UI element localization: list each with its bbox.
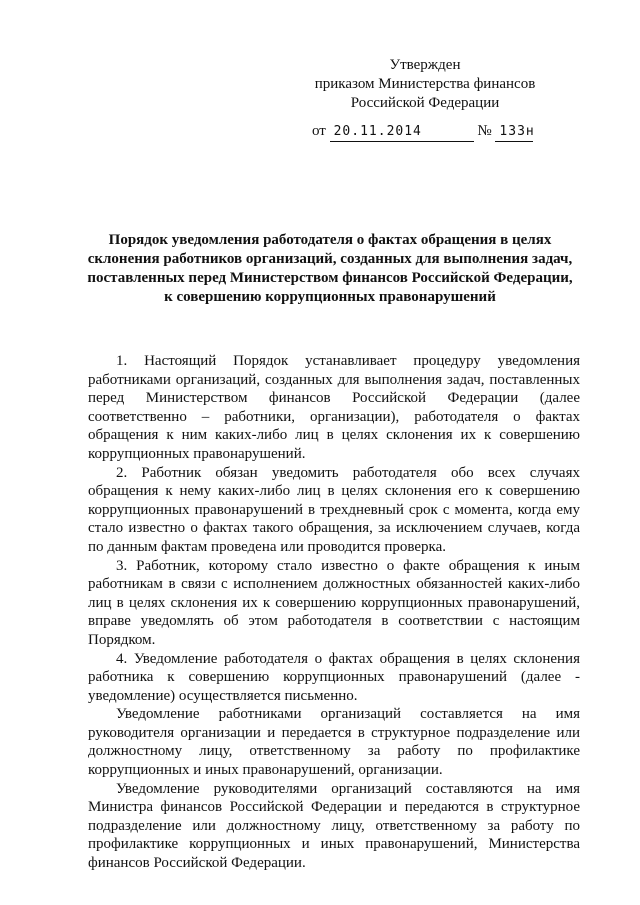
document-title (80, 231, 580, 307)
document-body (88, 348, 580, 873)
paragraph-2: 2. Работник обязан уведомить работодателя обо всех случаях обращения к нему каких-либо лиц в целях склонения его к совершению коррупционных правонарушений в трехдневный срок с момента, когда ему стало известно о фактах такого обращения, за исключением случаев, когда по данным фактам проведена или проводится проверка. (88, 464, 580, 555)
approval-line-order: приказом Министерства финансов (314, 76, 536, 92)
paragraph-3: 3. Работник, которому стало известно о факте обращения к иным работникам в связи с исполнением должностных обязанностей каких-либо лиц в целях склонения их к совершению коррупционных правонарушений, вправе уведомлять об этом работодателя в соответствии с настоящим Порядком. (88, 557, 580, 648)
title-line: поставленных перед Министерством финансов Российской Федерации, (87, 270, 573, 286)
title-line: склонения работников организаций, созданных для выполнения задач, (87, 251, 573, 267)
paragraph-1: 1. Настоящий Порядок устанавливает процедуру уведомления работниками организаций, созданных для выполнения задач, поставленных перед Министерством финансов Российской Федерации (далее соответственно – работники, организации), работодателя о фактах обращения к ним каких-либо лиц в целях склонения их к совершению коррупционных правонарушений. (88, 353, 580, 462)
title-line: к совершению коррупционных правонарушений (164, 289, 496, 305)
title-line: Порядок уведомления работодателя о фактах обращения в целях (108, 232, 552, 248)
approval-line-approved: Утвержден (389, 57, 461, 73)
order-date-number (312, 122, 552, 142)
date-prefix: от (312, 123, 326, 139)
order-number: 133н (495, 122, 533, 142)
paragraph-4: 4. Уведомление работодателя о фактах обращения в целях склонения работника к совершению коррупционных правонарушений (далее - уведомление) осуществляется письменно. (88, 650, 580, 704)
order-date: 20.11.2014 (330, 122, 474, 142)
paragraph-6: Уведомление руководителями организаций составляются на имя Министра финансов Российской Федерации и передаются в структурное подразделение или должностному лицу, ответственному за работу по профилактике коррупционных и иных правонарушений, Министерства финансов Российской Федерации. (88, 780, 580, 872)
approval-line-federation: Российской Федерации (350, 95, 500, 111)
number-prefix: № (477, 123, 492, 139)
paragraph-5: Уведомление работниками организаций составляется на имя руководителя организации и передается в структурное подразделение или должностному лицу, ответственному за работу по профилактике коррупционных и иных правонарушений, организации. (88, 706, 580, 779)
approval-block (300, 56, 550, 113)
